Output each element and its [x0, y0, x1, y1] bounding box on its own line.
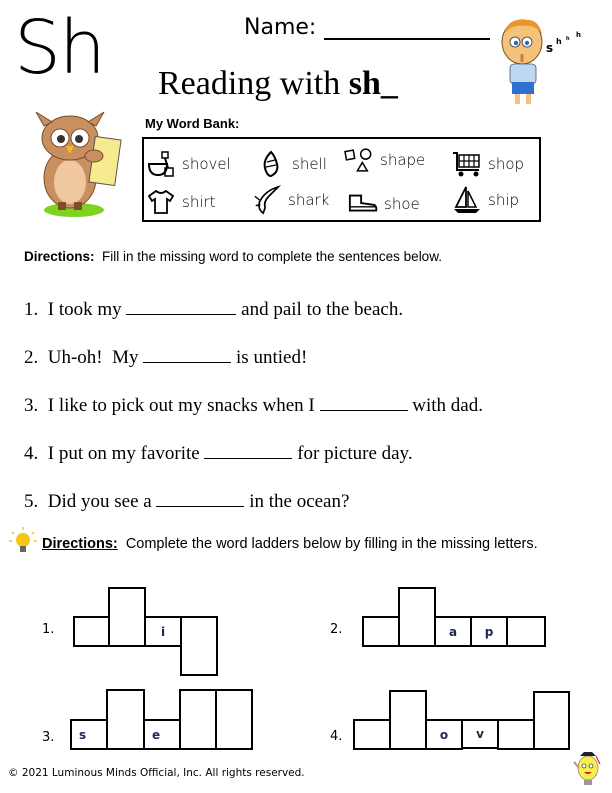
- blank-4[interactable]: [204, 442, 292, 459]
- blank-1[interactable]: [126, 298, 236, 315]
- shovel-pail-icon: [146, 150, 176, 178]
- page-title: Reading with sh_: [158, 65, 398, 102]
- word-bank-item-shirt: shirt: [146, 187, 216, 217]
- ladder-1-number: 1.: [42, 622, 55, 637]
- ladder-2-cell-1[interactable]: [362, 616, 400, 647]
- big-letters-sh: Sh: [14, 5, 104, 91]
- ladder-3-cell-3[interactable]: e: [143, 719, 181, 750]
- ladder-2-cell-2[interactable]: [398, 587, 436, 647]
- ladder-4-cell-5[interactable]: [497, 719, 535, 750]
- ladder-4-cell-4[interactable]: v: [461, 719, 499, 749]
- word-bank-item-shoe: shoe: [348, 189, 420, 219]
- copyright-footer: © 2021 Luminous Minds Official, Inc. All rights reserved.: [8, 767, 305, 779]
- word-bank-item-shovel: shovel: [146, 149, 231, 179]
- ladder-4-cell-1[interactable]: [353, 719, 391, 750]
- svg-text:h: h: [566, 36, 570, 42]
- ladder-2-cell-4[interactable]: p: [470, 616, 508, 647]
- word-bank-box: [142, 137, 541, 222]
- ladder-4-cell-3[interactable]: o: [425, 719, 463, 750]
- sentence-2: 2. Uh-oh! My is untied!: [24, 347, 308, 368]
- sentence-1: 1. I took my and pail to the beach.: [24, 299, 404, 320]
- ladder-1-cell-3[interactable]: i: [144, 616, 182, 647]
- word-bank-item-shark: shark: [252, 185, 329, 215]
- word-bank-item-shape: shape: [344, 145, 425, 175]
- ladder-4-cell-2[interactable]: [389, 690, 427, 750]
- sentence-5: 5. Did you see a in the ocean?: [24, 491, 350, 512]
- blank-5[interactable]: [156, 490, 244, 507]
- lightbulb-icon: [8, 526, 38, 556]
- directions-fill-in: Directions: Fill in the missing word to complete the sentences below.: [24, 249, 442, 264]
- shushing-boy-illustration: [498, 10, 608, 110]
- ladder-4-number: 4.: [330, 729, 343, 744]
- ladder-3-cell-5[interactable]: [215, 689, 253, 750]
- word-bank-item-shell: shell: [256, 149, 327, 179]
- shoe-icon: [348, 190, 378, 218]
- ladder-2-cell-3[interactable]: a: [434, 616, 472, 647]
- blank-2[interactable]: [143, 346, 231, 363]
- tshirt-icon: [146, 188, 176, 216]
- word-bank-item-shop: shop: [452, 149, 524, 179]
- sentence-4: 4. I put on my favorite for picture day.: [24, 443, 413, 464]
- name-label: Name:: [244, 15, 317, 40]
- owl-illustration: [34, 108, 140, 220]
- svg-text:h: h: [556, 37, 562, 46]
- shopping-cart-icon: [452, 150, 482, 178]
- shark-icon: [252, 186, 282, 214]
- ladder-2-cell-5[interactable]: [506, 616, 546, 647]
- svg-text:s: s: [546, 41, 554, 55]
- ladder-3-cell-4[interactable]: [179, 689, 217, 750]
- name-input-line[interactable]: [324, 38, 490, 40]
- seashell-icon: [256, 150, 286, 178]
- ladder-3-number: 3.: [42, 730, 55, 745]
- blank-3[interactable]: [320, 394, 408, 411]
- ladder-4-cell-6[interactable]: [533, 691, 570, 750]
- shapes-icon: [344, 146, 374, 174]
- ladder-3-cell-1[interactable]: s: [70, 719, 108, 750]
- ladder-1-cell-1[interactable]: [73, 616, 110, 647]
- sailboat-icon: [452, 186, 482, 214]
- ladder-3-cell-2[interactable]: [106, 689, 145, 750]
- directions-word-ladders: Directions: Complete the word ladders below by filling in the missing letters.: [42, 536, 538, 552]
- ladder-1-cell-2[interactable]: [108, 587, 146, 647]
- sentence-3: 3. I like to pick out my snacks when I with dad.: [24, 395, 483, 416]
- ladder-2-number: 2.: [330, 622, 343, 637]
- ladder-1-cell-4[interactable]: [180, 616, 218, 676]
- lightbulb-mascot-icon: [570, 748, 606, 788]
- svg-text:h: h: [576, 31, 581, 39]
- word-bank-item-ship: ship: [452, 185, 519, 215]
- word-bank-label: My Word Bank:: [145, 116, 240, 131]
